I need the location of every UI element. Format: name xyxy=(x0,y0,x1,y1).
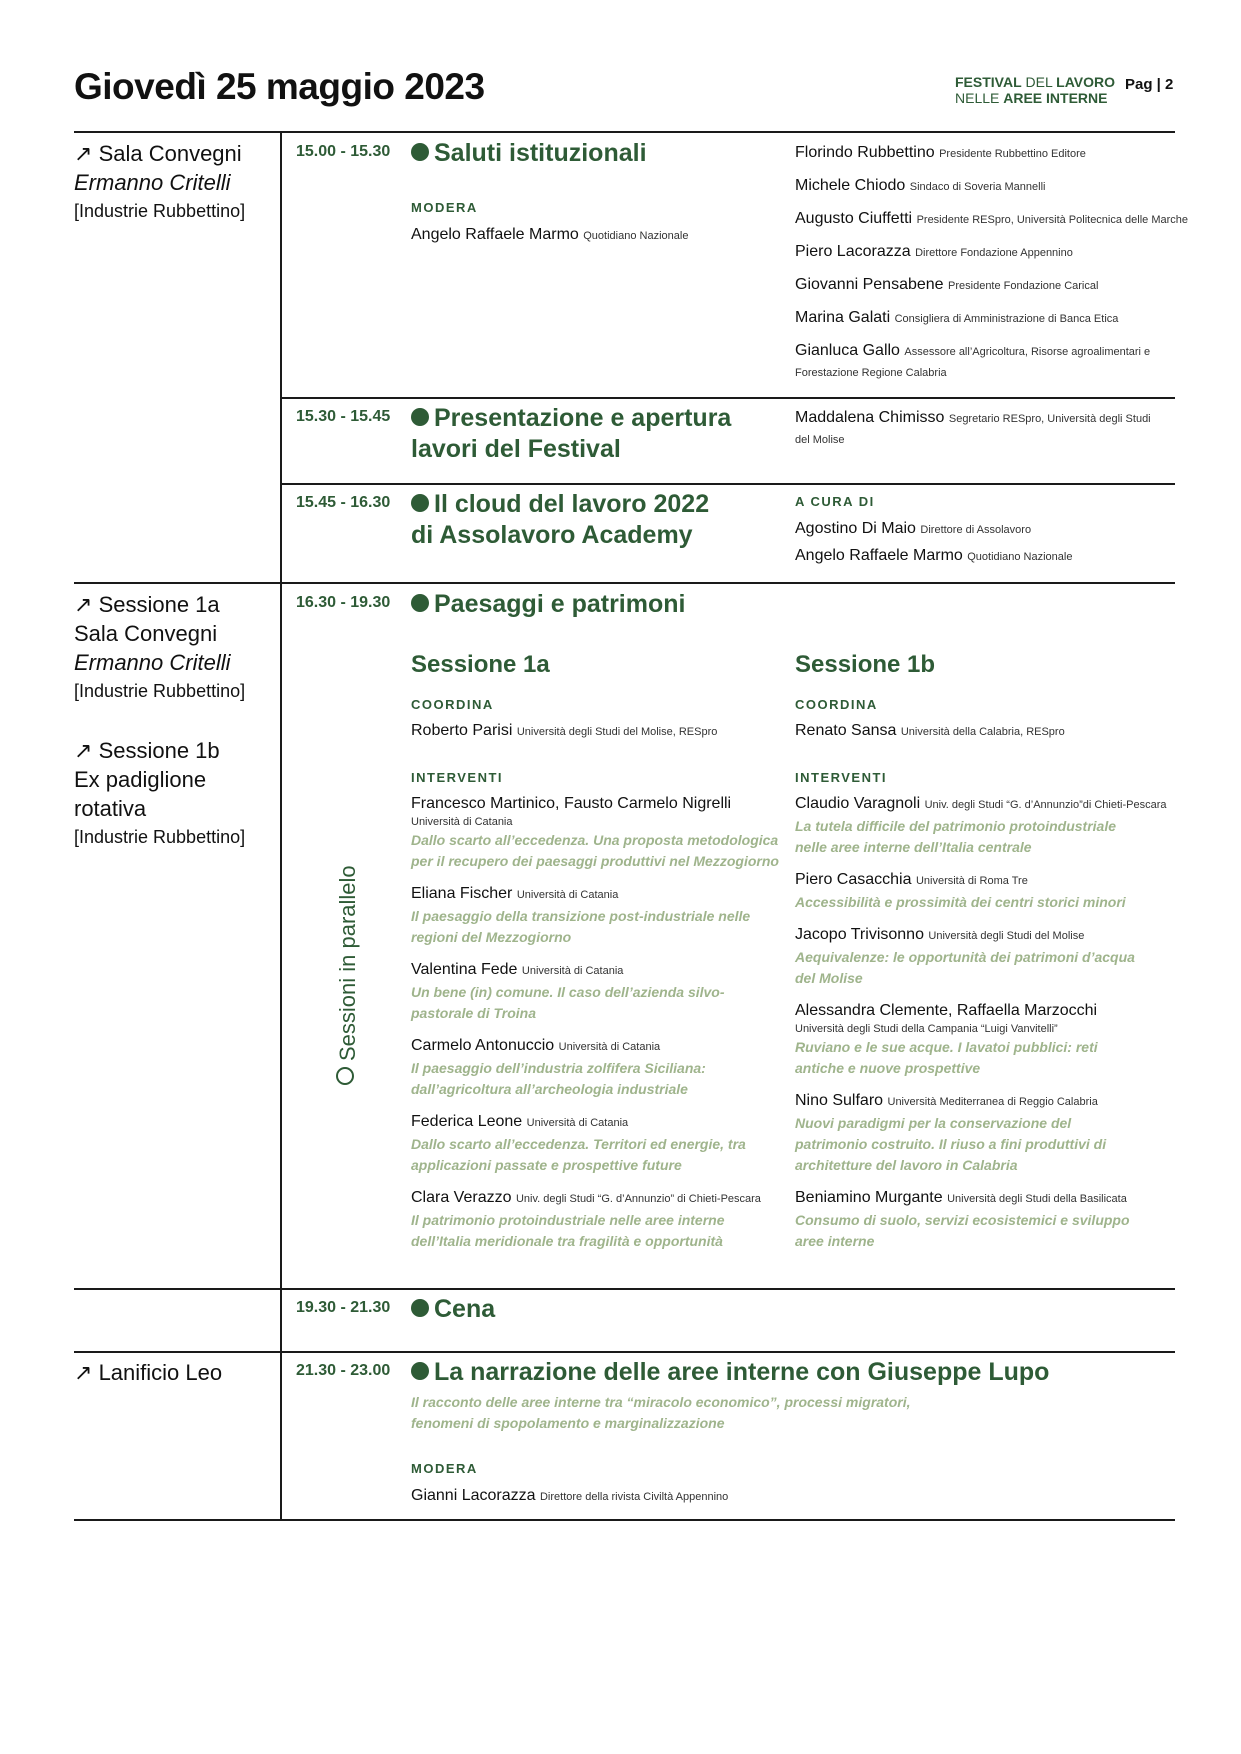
list-item: Eliana Fischer Università di Catania Il paesaggio della transizione post-industriale nelle regioni del Mezzogiorno xyxy=(411,885,751,945)
bullet-icon xyxy=(411,408,429,426)
list-item: Federica Leone Università di Catania Dallo scarto all’eccedenza. Territori ed energie, tra applicazioni passate e prospettive future xyxy=(411,1113,746,1173)
bullet-icon xyxy=(411,594,429,612)
divider xyxy=(74,582,1175,584)
arrow-icon: ↗ xyxy=(74,592,93,617)
coordinator: Renato Sansa Università della Calabria, RESpro xyxy=(795,722,1065,739)
list-item: Jacopo Trivisonno Università degli Studi del Molise Aequivalenze: le opportunità dei patrimoni d’acqua del Molise xyxy=(795,926,1135,986)
list-item: Michele Chiodo Sindaco di Soveria Mannelli xyxy=(795,177,1046,194)
session-title-1b: Sessione 1b xyxy=(795,651,936,678)
list-item: Florindo Rubbettino Presidente Rubbettino Editore xyxy=(795,144,1086,161)
time-cloud: 15.45 - 16.30 xyxy=(296,494,391,511)
divider xyxy=(280,397,1175,399)
time-presentazione: 15.30 - 15.45 xyxy=(296,408,391,425)
list-item: Nino Sulfaro Università Mediterranea di Reggio Calabria Nuovi paradigmi per la conservazione del patrimonio costruito. Il riuso a fini produttivi di architetture del lavoro in Calabria xyxy=(795,1092,1107,1173)
event-title-cena: Cena xyxy=(411,1294,495,1325)
role-label: MODERA xyxy=(411,1461,478,1476)
role-label: A CURA DI xyxy=(795,494,875,509)
coord-label: COORDINA xyxy=(795,697,878,712)
talk-list-1a xyxy=(411,793,781,1252)
list-item: Augusto Ciuffetti Presidente RESpro, Università Politecnica delle Marche xyxy=(795,210,1189,227)
time-narrazione: 21.30 - 23.00 xyxy=(296,1362,391,1379)
list-item: Francesco Martinico, Fausto Carmelo Nigrelli Università di Catania Dallo scarto all’eccedenza. Una proposta metodologica per il recupero dei paesaggi produttivi nel Mezzogiorno xyxy=(411,795,779,869)
circle-outline-icon xyxy=(336,1067,354,1085)
arrow-icon: ↗ xyxy=(74,738,93,763)
page-title: Giovedì 25 maggio 2023 xyxy=(74,66,485,107)
speaker-list xyxy=(795,518,1072,568)
event-title-paesaggi: Paesaggi e patrimoni xyxy=(411,589,685,620)
list-item: Angelo Raffaele Marmo Quotidiano Nazionale xyxy=(795,547,1073,564)
bullet-icon xyxy=(411,1299,429,1317)
event-title-saluti: Saluti istituzionali xyxy=(411,138,647,169)
parallel-sessions-label: Sessioni in parallelo xyxy=(335,865,361,1085)
festival-logo: FESTIVAL DEL LAVORO NELLE AREE INTERNE xyxy=(955,74,1115,106)
venue-sala-convegni: ↗ Sala Convegni Ermanno Critelli [Industrie Rubbettino] xyxy=(74,141,246,221)
venue-sessione-1a: ↗ Sessione 1a Sala Convegni Ermanno Critelli [Industrie Rubbettino] xyxy=(74,592,246,701)
time-paesaggi: 16.30 - 19.30 xyxy=(296,594,391,611)
time-saluti: 15.00 - 15.30 xyxy=(296,143,391,160)
speaker-affiliation: Segretario RESpro, Università degli Studi xyxy=(948,413,1151,425)
session-title-1a: Sessione 1a xyxy=(411,651,550,678)
event-title-presentazione: Presentazione e apertura lavori del Festival xyxy=(411,404,732,463)
list-item: Piero Casacchia Università di Roma Tre Accessibilità e prossimità dei centri storici minori xyxy=(795,871,1126,910)
coordinator: Roberto Parisi Università degli Studi del Molise, RESpro xyxy=(411,722,718,739)
speaker-name: Maddalena Chimisso xyxy=(795,409,945,426)
list-item: Piero Lacorazza Direttore Fondazione Appennino xyxy=(795,243,1073,260)
moderator: Gianni Lacorazza Direttore della rivista Civiltà Appennino xyxy=(411,1487,729,1504)
interventi-label: INTERVENTI xyxy=(795,770,888,785)
list-item: Gianluca Gallo Assessore all’Agricoltura, Risorse agroalimentari e xyxy=(795,342,1151,359)
speaker-list xyxy=(795,407,1151,448)
moderator: Angelo Raffaele Marmo Quotidiano Nazionale xyxy=(411,226,689,243)
list-item: Giovanni Pensabene Presidente Fondazione Carical xyxy=(795,276,1099,293)
venue-lanificio-leo: ↗ Lanificio Leo xyxy=(74,1360,223,1385)
interventi-label: INTERVENTI xyxy=(411,770,504,785)
list-item: Valentina Fede Università di Catania Un bene (in) comune. Il caso dell’azienda silvo-pastorale di Troina xyxy=(411,961,725,1021)
venue-sessione-1b: ↗ Sessione 1b Ex padiglione rotativa [Industrie Rubbettino] xyxy=(74,738,246,847)
talk-list-1b xyxy=(795,793,1170,1252)
list-item: Clara Verazzo Univ. degli Studi “G. d’Annunzio” di Chieti-Pescara Il patrimonio protoindustriale nelle aree interne dell’Italia meridionale tra fragilità e opportunità xyxy=(411,1189,761,1249)
event-title-narrazione: La narrazione delle aree interne con Giuseppe Lupo xyxy=(411,1357,1049,1388)
list-item: Marina Galati Consigliera di Amministrazione di Banca Etica xyxy=(795,309,1119,326)
divider xyxy=(74,1351,1175,1353)
list-item: Agostino Di Maio Direttore di Assolavoro xyxy=(795,520,1032,537)
speaker-affiliation: Forestazione Regione Calabria xyxy=(795,367,947,379)
list-item: Claudio Varagnoli Univ. degli Studi “G. d’Annunzio”di Chieti-Pescara La tutela difficile del patrimonio protoindustriale nelle aree interne dell’Italia centrale xyxy=(795,795,1167,855)
divider xyxy=(74,1288,1175,1290)
event-subtitle: Il racconto delle aree interne tra “miracolo economico”, processi migratori, fenomeni di spopolamento e marginalizzazione xyxy=(411,1394,911,1431)
arrow-icon: ↗ xyxy=(74,141,93,166)
page-number: Pag | 2 xyxy=(1125,76,1174,93)
bullet-icon xyxy=(411,143,429,161)
bullet-icon xyxy=(411,494,429,512)
time-cena: 19.30 - 21.30 xyxy=(296,1299,391,1316)
speaker-affiliation: del Molise xyxy=(795,434,845,446)
divider xyxy=(74,131,1175,133)
column-divider xyxy=(280,131,282,1521)
list-item: Beniamino Murgante Università degli Studi della Basilicata Consumo di suolo, servizi ecosistemici e sviluppo aree interne xyxy=(795,1189,1130,1249)
divider xyxy=(280,483,1175,485)
role-label: MODERA xyxy=(411,200,478,215)
coord-label: COORDINA xyxy=(411,697,494,712)
list-item: Carmelo Antonuccio Università di Catania Il paesaggio dell’industria zolfifera Siciliana: dall’agricoltura all’archeologia industriale xyxy=(411,1037,706,1097)
arrow-icon: ↗ xyxy=(74,1360,93,1385)
event-title-cloud: Il cloud del lavoro 2022 di Assolavoro Academy xyxy=(411,490,710,549)
speaker-list xyxy=(795,142,1188,381)
list-item: Alessandra Clemente, Raffaella Marzocchi Università degli Studi della Campania “Luigi Vanvitelli” Ruviano e le sue acque. I lavatoi pubblici: reti antiche e nuove prospettive xyxy=(795,1002,1098,1076)
divider xyxy=(74,1519,1175,1521)
bullet-icon xyxy=(411,1362,429,1380)
